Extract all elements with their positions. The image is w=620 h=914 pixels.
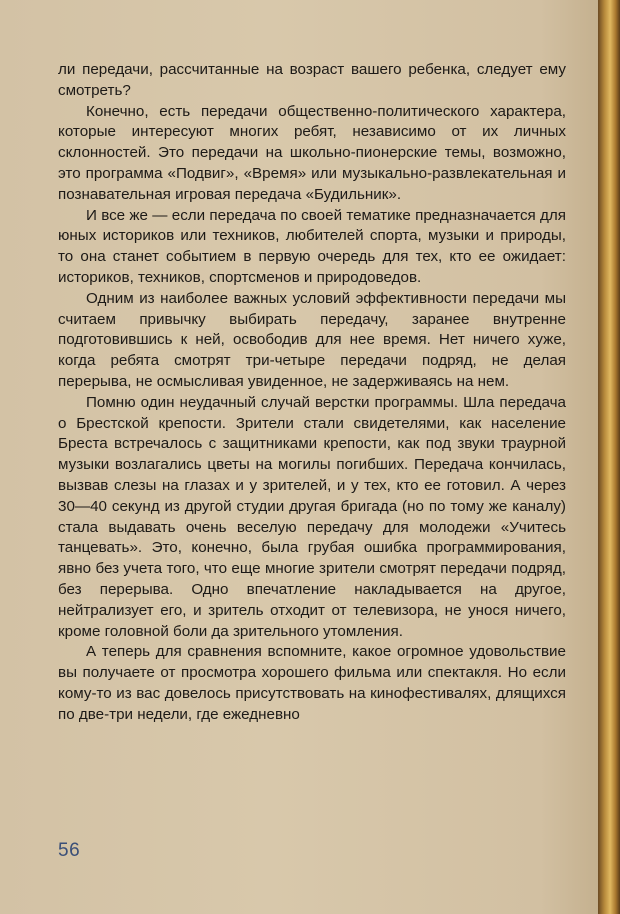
paragraph-2: Конечно, есть передачи общественно-политического характера, которые интересуют многих ребят, независимо от их личных склонностей. Это передачи на школьно-пионерские темы, возможно, это программа «Подвиг», «Время» или музыкально-развлекательная и познавательная игровая передача «Будильник». (58, 102, 566, 203)
paragraph-4: Одним из наиболее важных условий эффективности передачи мы считаем привычку выбирать передачу, заранее внутренне подготовившись к ней, освободив для нее время. Нет ничего хуже, когда ребята смотрят три-четыре передачи подряд, не делая перерыва, не осмысливая увиденное, не задерживаясь на нем. (58, 289, 566, 390)
book-spine (598, 0, 620, 914)
page-number: 56 (58, 840, 81, 861)
body-text (58, 60, 566, 726)
paragraph-6: А теперь для сравнения вспомните, какое огромное удовольствие вы получаете от просмотра хорошего фильма или спектакля. Но если кому-то из вас довелось присутствовать на кинофестивалях, длящихся по две-три недели, где ежедневно (58, 643, 566, 723)
paragraph-3: И все же — если передача по своей тематике предназначается для юных историков или техников, любителей спорта, музыки и природы, то она станет событием в первую очередь для тех, кто ее ожидает: историков, техников, спортсменов и природоведов. (58, 206, 566, 286)
paragraph-5: Помню один неудачный случай верстки программы. Шла передача о Брестской крепости. Зрители стали свидетелями, как население Бреста встречалось с защитниками крепости, как под звуки траурной музыки возлагались цветы на могилы погибших. Передача кончилась, вызвав слезы на глазах и у зрителей, и у тех, кто ее готовил. А через 30—40 секунд из другой студии другая бригада (но по тому же каналу) стала выдавать очень веселую передачу для молодежи «Учитесь танцевать». Это, конечно, была грубая ошибка программирования, явно без учета того, что еще многие зрители смотрят передачи подряд, без перерыва. Одно впечатление накладывается на другое, нейтрализует его, и зритель отходит от телевизора, не унося ничего, кроме головной боли да зрительного утомления. (58, 393, 566, 640)
paragraph-1: ли передачи, рассчитанные на возраст вашего ребенка, следует ему смотреть? (58, 61, 566, 99)
